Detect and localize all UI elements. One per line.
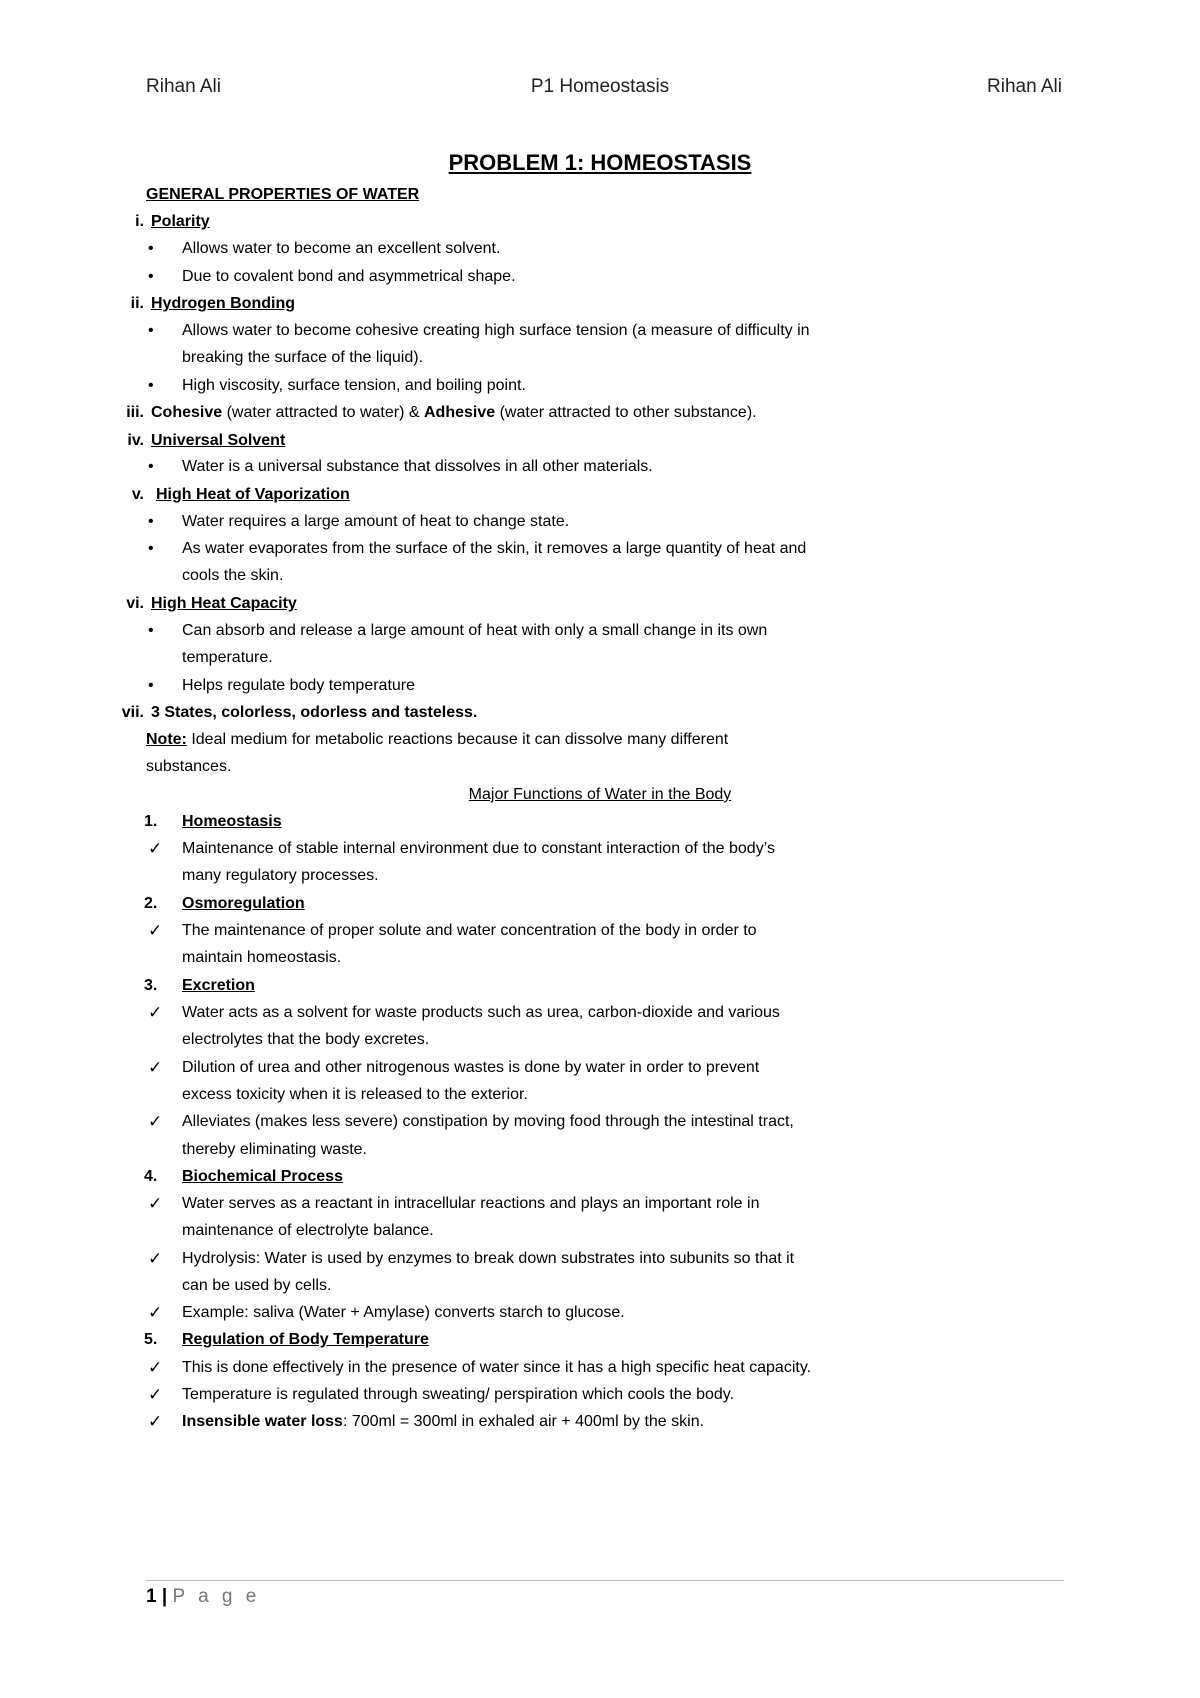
- list-item: ✓ Maintenance of stable internal environment due to constant interaction of the body’s: [0, 834, 1200, 864]
- list-item-continuation: temperature.: [182, 649, 273, 666]
- function-number: 1.: [144, 813, 158, 830]
- check-icon: ✓: [148, 839, 163, 859]
- function-number: 3.: [144, 977, 158, 994]
- list-item-continuation: cools the skin.: [182, 567, 284, 584]
- check-icon: ✓: [148, 1303, 163, 1323]
- property-heading: Hydrogen Bonding: [151, 295, 295, 312]
- list-item: • Allows water to become an excellent solvent.: [0, 234, 1200, 264]
- list-item: ✓ Insensible water loss: 700ml = 300ml in exhaled air + 400ml by the skin.: [0, 1407, 1200, 1437]
- list-item-continuation: can be used by cells.: [182, 1277, 332, 1294]
- footer-divider: [146, 1580, 1064, 1581]
- property-heat-of-vaporization: [0, 480, 1200, 510]
- list-item: ✓ Temperature is regulated through sweating/ perspiration which cools the body.: [0, 1380, 1200, 1410]
- note-continuation: substances.: [146, 758, 232, 775]
- list-item: ✓ Hydrolysis: Water is used by enzymes to break down substrates into subunits so that it: [0, 1244, 1200, 1274]
- bullet-icon: •: [148, 268, 154, 285]
- function-excretion: [0, 971, 1200, 1001]
- list-item-continuation: electrolytes that the body excretes.: [182, 1031, 430, 1048]
- list-item: • High viscosity, surface tension, and boiling point.: [0, 371, 1200, 401]
- list-item: • Water is a universal substance that dissolves in all other materials.: [0, 452, 1200, 482]
- property-polarity: [0, 207, 1200, 237]
- function-heading: Excretion: [182, 977, 255, 994]
- page-footer: [146, 1586, 260, 1608]
- roman-numeral: iv.: [127, 432, 144, 449]
- roman-numeral: vi.: [126, 595, 144, 612]
- section-subtitle: GENERAL PROPERTIES OF WATER: [146, 186, 420, 203]
- function-number: 4.: [144, 1168, 158, 1185]
- bullet-icon: •: [148, 458, 154, 475]
- list-item: ✓ This is done effectively in the presence of water since it has a high specific heat capacity.: [0, 1353, 1200, 1383]
- check-icon: ✓: [148, 1412, 163, 1432]
- note: Note: Ideal medium for metabolic reactions because it can dissolve many different: [146, 731, 729, 748]
- list-item-continuation: maintenance of electrolyte balance.: [182, 1222, 434, 1239]
- list-item: • Due to covalent bond and asymmetrical shape.: [0, 262, 1200, 292]
- list-item: ✓ Water serves as a reactant in intracellular reactions and plays an important role in: [0, 1189, 1200, 1219]
- bullet-icon: •: [148, 513, 154, 530]
- bullet-icon: •: [148, 377, 154, 394]
- roman-numeral: vii.: [121, 704, 144, 721]
- function-heading: Osmoregulation: [182, 895, 305, 912]
- bullet-icon: •: [148, 240, 154, 257]
- check-icon: ✓: [148, 921, 163, 941]
- list-item: • Allows water to become cohesive creating high surface tension (a measure of difficulty in: [0, 316, 1200, 346]
- check-icon: ✓: [148, 1112, 163, 1132]
- list-item-continuation: thereby eliminating waste.: [182, 1141, 367, 1158]
- check-icon: ✓: [148, 1249, 163, 1269]
- list-item-continuation: maintain homeostasis.: [182, 949, 342, 966]
- property-heading: 3 States, colorless, odorless and tasteless.: [151, 704, 478, 721]
- bullet-icon: •: [148, 322, 154, 339]
- function-heading: Homeostasis: [182, 813, 282, 830]
- list-item-continuation: breaking the surface of the liquid).: [182, 349, 424, 366]
- property-heading: Polarity: [151, 213, 210, 230]
- list-item: • Helps regulate body temperature: [0, 671, 1200, 701]
- list-item: ✓ Alleviates (makes less severe) constipation by moving food through the intestinal tract,: [0, 1107, 1200, 1137]
- roman-numeral: v.: [131, 486, 144, 503]
- check-icon: ✓: [148, 1385, 163, 1405]
- roman-numeral: ii.: [130, 295, 144, 312]
- note-label: Note:: [146, 731, 187, 748]
- property-heading: High Heat Capacity: [151, 595, 297, 612]
- list-item: • As water evaporates from the surface of the skin, it removes a large quantity of heat and: [0, 534, 1200, 564]
- property-heading: Universal Solvent: [151, 432, 286, 449]
- function-number: 2.: [144, 895, 158, 912]
- bullet-icon: •: [148, 622, 154, 639]
- header-left: Rihan Ali: [146, 76, 221, 97]
- function-number: 5.: [144, 1331, 158, 1348]
- property-heat-capacity: [0, 589, 1200, 619]
- header-center: P1 Homeostasis: [530, 76, 670, 97]
- page-title: PROBLEM 1: HOMEOSTASIS: [448, 150, 752, 175]
- list-item: ✓ Dilution of urea and other nitrogenous wastes is done by water in order to prevent: [0, 1053, 1200, 1083]
- roman-numeral: i.: [135, 213, 144, 230]
- property-states: [0, 698, 1200, 728]
- list-item: ✓ Example: saliva (Water + Amylase) converts starch to glucose.: [0, 1298, 1200, 1328]
- function-temperature-regulation: [0, 1325, 1200, 1355]
- header-right: Rihan Ali: [987, 76, 1062, 97]
- function-heading: Regulation of Body Temperature: [182, 1331, 429, 1348]
- function-biochemical-process: [0, 1162, 1200, 1192]
- list-item-continuation: many regulatory processes.: [182, 867, 379, 884]
- property-cohesive-adhesive: iii. Cohesive (water attracted to water) & Adhesive (water attracted to other substance).: [0, 398, 1200, 428]
- list-item: ✓ Water acts as a solvent for waste products such as urea, carbon-dioxide and various: [0, 998, 1200, 1028]
- list-item: • Water requires a large amount of heat to change state.: [0, 507, 1200, 537]
- function-osmoregulation: [0, 889, 1200, 919]
- check-icon: ✓: [148, 1358, 163, 1378]
- check-icon: ✓: [148, 1003, 163, 1023]
- bullet-icon: •: [148, 540, 154, 557]
- property-hydrogen-bonding: [0, 289, 1200, 319]
- check-icon: ✓: [148, 1058, 163, 1078]
- function-homeostasis: [0, 807, 1200, 837]
- function-heading: Biochemical Process: [182, 1168, 343, 1185]
- check-icon: ✓: [148, 1194, 163, 1214]
- bullet-icon: •: [148, 677, 154, 694]
- footer-separator: |: [161, 1586, 168, 1607]
- list-item-continuation: excess toxicity when it is released to the exterior.: [182, 1086, 528, 1103]
- page-number: 1: [146, 1586, 157, 1607]
- page-label: P a g e: [172, 1586, 261, 1607]
- functions-title: Major Functions of Water in the Body: [468, 786, 732, 803]
- roman-numeral: iii.: [126, 404, 144, 421]
- property-heading: High Heat of Vaporization: [156, 486, 350, 503]
- list-item: • Can absorb and release a large amount of heat with only a small change in its own: [0, 616, 1200, 646]
- list-item: ✓ The maintenance of proper solute and water concentration of the body in order to: [0, 916, 1200, 946]
